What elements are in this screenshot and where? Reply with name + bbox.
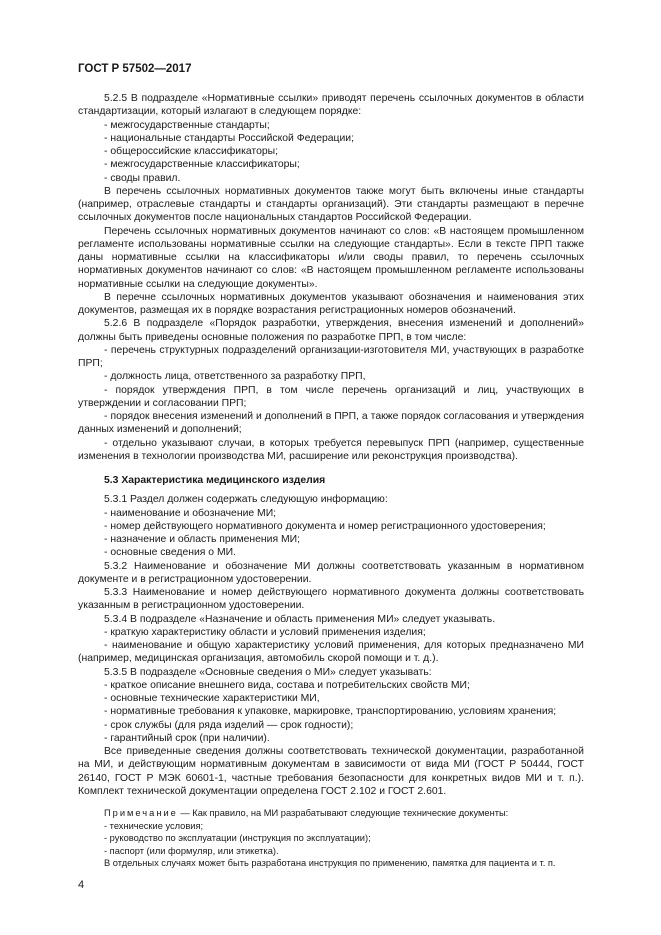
main-text xyxy=(78,92,584,870)
list-item: - наименование и обозначение МИ; xyxy=(104,507,277,519)
paragraph: 5.3.1 Раздел должен содержать следующую информацию: xyxy=(104,494,388,506)
note-label: Примечание xyxy=(104,808,178,818)
paragraph: В перечень ссылочных нормативных документов также могут быть включены иные стандарты (например, отраслевые стандарты и стандарты организаций). Эти стандарты размещают в перечне ссылочных документов после национальных стандартов Российской Федерации. xyxy=(78,185,584,224)
paragraph: 5.2.5 В подразделе «Нормативные ссылки» приводят перечень ссылочных документов в области стандартизации, который излагают в следующем порядке: xyxy=(78,93,584,118)
list-item: - назначение и область применения МИ; xyxy=(104,534,300,545)
note-intro-text: — Как правило, на МИ разрабатывают следующие технические документы: xyxy=(177,808,509,818)
list-item: - наименование и общую характеристику условий применения, для которых предназначено МИ (например, медицинская организация, автомобиль скорой помощи и т. д.). xyxy=(78,640,584,665)
list-item: - гарантийный срок (при наличии). xyxy=(104,732,270,744)
note-item: В отдельных случаях может быть разработана инструкция по применению, памятка для пациента и т. п. xyxy=(104,858,556,868)
list-item: - национальные стандарты Российской Федерации; xyxy=(104,132,354,144)
list-item: - порядок утверждения ПРП, в том числе перечень организаций и лиц, участвующих в утверждении и согласовании ПРП; xyxy=(78,384,584,409)
list-item: - основные сведения о МИ. xyxy=(104,547,236,559)
list-item: - должность лица, ответственного за разработку ПРП, xyxy=(104,371,366,383)
list-item: - порядок внесения изменений и дополнений в ПРП, а также порядок согласования и утверждения данных изменений и дополнений; xyxy=(78,411,584,436)
paragraph: В перечне ссылочных нормативных документов указывают обозначения и наименования этих документов, размещая их в порядке возрастания регистрационных номеров обозначений. xyxy=(78,291,584,316)
list-item: - своды правил. xyxy=(104,172,181,184)
list-item: - отдельно указывают случаи, в которых требуется перевыпуск ПРП (например, существенные изменения в технологии производства МИ, расширение или реконструкция производства). xyxy=(78,437,584,462)
paragraph: 5.2.6 В подразделе «Порядок разработки, утверждения, внесения изменений и дополнений» должны быть приведены основные положения по разработке ПРП, в том числе: xyxy=(78,318,584,343)
section-heading: 5.3 Характеристика медицинского изделия xyxy=(104,475,326,486)
page-number: 4 xyxy=(78,879,85,891)
note-item: - руководство по эксплуатации (инструкция по эксплуатации); xyxy=(104,833,371,843)
paragraph: 5.3.4 В подразделе «Назначение и область применения МИ» следует указывать. xyxy=(104,613,496,625)
list-item: - номер действующего нормативного документа и номер регистрационного удостоверения; xyxy=(104,520,546,532)
paragraph: 5.3.5 В подразделе «Основные сведения о МИ» следует указывать: xyxy=(104,666,432,678)
paragraph: 5.3.2 Наименование и обозначение МИ должны соответствовать указанным в нормативном документе и в регистрационном удостоверении. xyxy=(78,560,584,585)
note-item: - паспорт (или формуляр, или этикетка). xyxy=(104,845,279,856)
paragraph: Перечень ссылочных нормативных документов начинают со слов: «В настоящем промышленном регламенте использованы нормативные ссылки на следующие стандарты». Если в тексте ПРП также даны нормативные ссылки на классификаторы и/или своды правил, то перечень ссылочных нормативных документов начинают со слов: «В настоящем промышленном регламенте использованы нормативные ссылки на следующие документы». xyxy=(78,225,584,290)
list-item: - межгосударственные классификаторы; xyxy=(104,159,300,171)
paragraph: Все приведенные сведения должны соответствовать технической документации, разработанной на МИ, и действующим нормативным документам в зависимости от вида МИ (ГОСТ Р 50444, ГОСТ 26140, ГОСТ Р МЭК 60601-1, частные требования безопасности для конкретных видов МИ и т. п.). Комплект технической документации определена ГОСТ 2.102 и ГОСТ 2.601. xyxy=(78,746,584,797)
list-item: - межгосударственные стандарты; xyxy=(104,119,270,131)
list-item: - основные технические характеристики МИ, xyxy=(104,693,320,704)
note-block xyxy=(78,807,584,870)
note-item: - технические условия; xyxy=(104,820,204,831)
list-item: - нормативные требования к упаковке, маркировке, транспортированию, условиям хранения; xyxy=(104,706,557,718)
list-item: - срок службы (для ряда изделий — срок годности); xyxy=(104,719,354,731)
list-item: - общероссийские классификаторы; xyxy=(104,146,278,157)
list-item: - краткое описание внешнего вида, состава и потребительских свойств МИ; xyxy=(104,679,470,691)
paragraph: 5.3.3 Наименование и номер действующего нормативного документа должны соответствовать указанным в регистрационном удостоверении. xyxy=(78,587,584,612)
standard-header: ГОСТ Р 57502—2017 xyxy=(78,63,192,75)
list-item: - краткую характеристику области и условий применения изделия; xyxy=(104,626,426,638)
list-item: - перечень структурных подразделений организации-изготовителя МИ, участвующих в разработке ПРП; xyxy=(78,344,584,369)
note-intro xyxy=(78,807,584,820)
